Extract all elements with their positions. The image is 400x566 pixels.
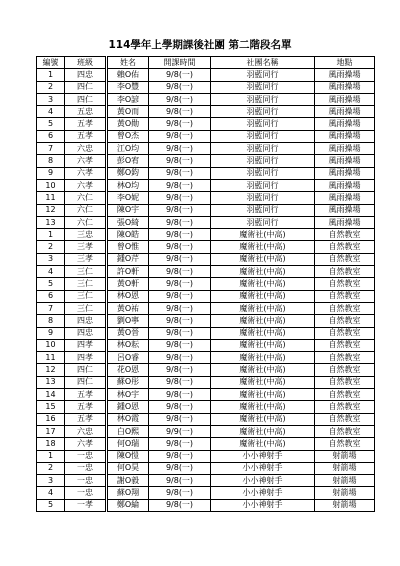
cell-club: 魔術社(中高) (211, 241, 315, 253)
cell-name: 陳O宇 (107, 204, 149, 216)
cell-name: 黃O祐 (107, 302, 149, 314)
table-row (37, 401, 375, 413)
cell-number: 4 (37, 487, 65, 499)
cell-club: 魔術社(中高) (211, 315, 315, 327)
cell-club: 羽藍同行 (211, 155, 315, 167)
cell-class: 一忠 (65, 462, 107, 474)
cell-time: 9/8(一) (149, 327, 211, 339)
cell-time: 9/8(一) (149, 93, 211, 105)
cell-class: 六忠 (65, 425, 107, 437)
cell-number: 5 (37, 118, 65, 130)
cell-class: 一忠 (65, 475, 107, 487)
cell-number: 2 (37, 81, 65, 93)
cell-name: 賴O佑 (107, 69, 149, 81)
cell-location: 射箭場 (315, 462, 375, 474)
cell-location: 風雨操場 (315, 167, 375, 179)
cell-name: 曾O杰 (107, 130, 149, 142)
cell-number: 4 (37, 266, 65, 278)
cell-location: 自然教室 (315, 253, 375, 265)
table-row (37, 413, 375, 425)
cell-club: 羽藍同行 (211, 81, 315, 93)
cell-class: 五孝 (65, 130, 107, 142)
cell-time: 9/8(一) (149, 155, 211, 167)
cell-number: 3 (37, 93, 65, 105)
cell-club: 魔術社(中高) (211, 425, 315, 437)
cell-location: 自然教室 (315, 290, 375, 302)
cell-name: 張O綺 (107, 216, 149, 228)
cell-number: 7 (37, 143, 65, 155)
cell-club: 羽藍同行 (211, 192, 315, 204)
table-row (37, 352, 375, 364)
cell-location: 自然教室 (315, 425, 375, 437)
cell-class: 四仁 (65, 364, 107, 376)
cell-name: 黃O軒 (107, 278, 149, 290)
cell-time: 9/8(一) (149, 376, 211, 388)
cell-time: 9/8(一) (149, 69, 211, 81)
table-row (37, 69, 375, 81)
cell-number: 17 (37, 425, 65, 437)
cell-location: 自然教室 (315, 315, 375, 327)
cell-club: 魔術社(中高) (211, 438, 315, 450)
cell-class: 六孝 (65, 438, 107, 450)
cell-class: 四忠 (65, 69, 107, 81)
table-row (37, 389, 375, 401)
cell-name: 蘇O翔 (107, 487, 149, 499)
cell-class: 四忠 (65, 315, 107, 327)
table-row (37, 339, 375, 351)
cell-number: 3 (37, 253, 65, 265)
cell-class: 一孝 (65, 499, 107, 511)
header-club: 社團名稱 (211, 57, 315, 69)
cell-name: 林O耘 (107, 339, 149, 351)
cell-time: 9/8(一) (149, 401, 211, 413)
cell-time: 9/8(一) (149, 438, 211, 450)
cell-location: 自然教室 (315, 339, 375, 351)
table-row (37, 81, 375, 93)
table-row (37, 462, 375, 474)
cell-class: 三仁 (65, 290, 107, 302)
cell-location: 風雨操場 (315, 192, 375, 204)
cell-club: 羽藍同行 (211, 118, 315, 130)
cell-club: 小小神射手 (211, 450, 315, 462)
cell-location: 風雨操場 (315, 69, 375, 81)
cell-club: 羽藍同行 (211, 216, 315, 228)
header-number: 編號 (37, 57, 65, 69)
cell-location: 自然教室 (315, 376, 375, 388)
table-row (37, 204, 375, 216)
cell-location: 風雨操場 (315, 81, 375, 93)
table-row (37, 376, 375, 388)
cell-time: 9/8(一) (149, 216, 211, 228)
header-time: 開課時間 (149, 57, 211, 69)
cell-club: 小小神射手 (211, 487, 315, 499)
table-row (37, 438, 375, 450)
cell-time: 9/8(一) (149, 167, 211, 179)
cell-name: 彭O宥 (107, 155, 149, 167)
cell-name: 許O軒 (107, 266, 149, 278)
cell-location: 自然教室 (315, 241, 375, 253)
table-row (37, 229, 375, 241)
cell-time: 9/8(一) (149, 487, 211, 499)
cell-location: 自然教室 (315, 352, 375, 364)
cell-time: 9/8(一) (149, 389, 211, 401)
table-row (37, 425, 375, 437)
table-row (37, 118, 375, 130)
cell-class: 四忠 (65, 327, 107, 339)
table-row (37, 475, 375, 487)
cell-club: 魔術社(中高) (211, 339, 315, 351)
cell-number: 6 (37, 290, 65, 302)
table-row (37, 278, 375, 290)
cell-number: 1 (37, 69, 65, 81)
cell-name: 鄭O綸 (107, 499, 149, 511)
cell-time: 9/8(一) (149, 192, 211, 204)
cell-number: 9 (37, 167, 65, 179)
cell-location: 自然教室 (315, 278, 375, 290)
cell-name: 李O妮 (107, 192, 149, 204)
cell-club: 魔術社(中高) (211, 376, 315, 388)
cell-club: 羽藍同行 (211, 93, 315, 105)
cell-location: 自然教室 (315, 302, 375, 314)
table-row (37, 167, 375, 179)
cell-number: 3 (37, 475, 65, 487)
cell-number: 10 (37, 179, 65, 191)
roster-table (36, 56, 375, 512)
cell-name: 黃O而 (107, 106, 149, 118)
cell-club: 魔術社(中高) (211, 401, 315, 413)
cell-name: 曾O惟 (107, 241, 149, 253)
cell-location: 自然教室 (315, 389, 375, 401)
cell-name: 陳O愷 (107, 450, 149, 462)
cell-class: 三仁 (65, 266, 107, 278)
cell-class: 三仁 (65, 302, 107, 314)
table-row (37, 179, 375, 191)
cell-time: 9/8(一) (149, 352, 211, 364)
cell-class: 六孝 (65, 167, 107, 179)
cell-time: 9/8(一) (149, 475, 211, 487)
cell-time: 9/8(一) (149, 130, 211, 142)
cell-class: 六孝 (65, 155, 107, 167)
cell-time: 9/8(一) (149, 364, 211, 376)
table-row (37, 106, 375, 118)
header-location: 地點 (315, 57, 375, 69)
cell-location: 自然教室 (315, 413, 375, 425)
cell-club: 魔術社(中高) (211, 229, 315, 241)
cell-number: 1 (37, 450, 65, 462)
cell-name: 白O熙 (107, 425, 149, 437)
table-row (37, 487, 375, 499)
cell-time: 9/8(一) (149, 81, 211, 93)
cell-number: 2 (37, 241, 65, 253)
cell-class: 六孝 (65, 179, 107, 191)
table-row (37, 130, 375, 142)
cell-class: 三忠 (65, 229, 107, 241)
cell-club: 羽藍同行 (211, 167, 315, 179)
cell-club: 魔術社(中高) (211, 327, 315, 339)
cell-name: 何O瑞 (107, 438, 149, 450)
cell-number: 12 (37, 204, 65, 216)
cell-class: 五孝 (65, 413, 107, 425)
cell-name: 花O恩 (107, 364, 149, 376)
cell-name: 呂O睿 (107, 352, 149, 364)
cell-location: 風雨操場 (315, 93, 375, 105)
cell-club: 羽藍同行 (211, 143, 315, 155)
table-header-row (37, 57, 375, 69)
cell-location: 風雨操場 (315, 216, 375, 228)
cell-club: 魔術社(中高) (211, 364, 315, 376)
cell-class: 六忠 (65, 143, 107, 155)
cell-name: 劉O寧 (107, 315, 149, 327)
cell-name: 鍾O芹 (107, 253, 149, 265)
cell-number: 7 (37, 302, 65, 314)
header-class: 班級 (65, 57, 107, 69)
cell-class: 一忠 (65, 487, 107, 499)
cell-class: 五孝 (65, 401, 107, 413)
cell-number: 1 (37, 229, 65, 241)
cell-number: 13 (37, 376, 65, 388)
cell-location: 風雨操場 (315, 106, 375, 118)
cell-location: 射箭場 (315, 450, 375, 462)
cell-time: 9/8(一) (149, 266, 211, 278)
cell-number: 16 (37, 413, 65, 425)
cell-name: 陳O皓 (107, 229, 149, 241)
cell-class: 四仁 (65, 376, 107, 388)
cell-number: 11 (37, 352, 65, 364)
cell-time: 9/8(一) (149, 290, 211, 302)
table-row (37, 155, 375, 167)
cell-location: 風雨操場 (315, 204, 375, 216)
cell-location: 射箭場 (315, 475, 375, 487)
cell-location: 自然教室 (315, 401, 375, 413)
cell-class: 四孝 (65, 339, 107, 351)
cell-name: 李O豐 (107, 81, 149, 93)
table-row (37, 302, 375, 314)
cell-name: 林O恩 (107, 290, 149, 302)
table-row (37, 241, 375, 253)
cell-number: 10 (37, 339, 65, 351)
cell-time: 9/8(一) (149, 241, 211, 253)
table-row (37, 216, 375, 228)
cell-number: 4 (37, 106, 65, 118)
cell-time: 9/8(一) (149, 278, 211, 290)
cell-class: 四仁 (65, 93, 107, 105)
cell-club: 魔術社(中高) (211, 302, 315, 314)
cell-number: 6 (37, 130, 65, 142)
cell-number: 13 (37, 216, 65, 228)
table-row (37, 290, 375, 302)
cell-club: 羽藍同行 (211, 130, 315, 142)
cell-time: 9/8(一) (149, 229, 211, 241)
cell-location: 射箭場 (315, 487, 375, 499)
cell-class: 三仁 (65, 278, 107, 290)
cell-location: 射箭場 (315, 499, 375, 511)
cell-class: 四仁 (65, 81, 107, 93)
cell-class: 五孝 (65, 118, 107, 130)
cell-location: 自然教室 (315, 364, 375, 376)
cell-club: 魔術社(中高) (211, 389, 315, 401)
table-row (37, 253, 375, 265)
cell-class: 六仁 (65, 216, 107, 228)
cell-class: 六仁 (65, 204, 107, 216)
cell-class: 四孝 (65, 352, 107, 364)
cell-number: 5 (37, 278, 65, 290)
cell-number: 11 (37, 192, 65, 204)
cell-location: 自然教室 (315, 229, 375, 241)
cell-name: 林O均 (107, 179, 149, 191)
cell-number: 12 (37, 364, 65, 376)
cell-club: 魔術社(中高) (211, 290, 315, 302)
cell-location: 風雨操場 (315, 130, 375, 142)
table-row (37, 93, 375, 105)
cell-name: 謝O毅 (107, 475, 149, 487)
cell-number: 9 (37, 327, 65, 339)
cell-location: 風雨操場 (315, 155, 375, 167)
cell-location: 自然教室 (315, 327, 375, 339)
cell-time: 9/8(一) (149, 106, 211, 118)
cell-class: 三孝 (65, 253, 107, 265)
cell-name: 鄭O鈞 (107, 167, 149, 179)
cell-club: 魔術社(中高) (211, 253, 315, 265)
cell-time: 9/8(一) (149, 499, 211, 511)
cell-time: 9/9(一) (149, 425, 211, 437)
cell-time: 9/8(一) (149, 253, 211, 265)
table-row (37, 327, 375, 339)
cell-club: 羽藍同行 (211, 69, 315, 81)
header-name: 姓名 (107, 57, 149, 69)
cell-class: 一忠 (65, 450, 107, 462)
table-row (37, 499, 375, 511)
cell-time: 9/8(一) (149, 204, 211, 216)
cell-club: 魔術社(中高) (211, 278, 315, 290)
cell-club: 魔術社(中高) (211, 352, 315, 364)
table-row (37, 192, 375, 204)
cell-number: 5 (37, 499, 65, 511)
cell-class: 五孝 (65, 389, 107, 401)
cell-number: 15 (37, 401, 65, 413)
cell-number: 14 (37, 389, 65, 401)
cell-number: 18 (37, 438, 65, 450)
cell-class: 五忠 (65, 106, 107, 118)
cell-club: 魔術社(中高) (211, 413, 315, 425)
cell-number: 8 (37, 315, 65, 327)
cell-club: 羽藍同行 (211, 106, 315, 118)
cell-location: 自然教室 (315, 266, 375, 278)
cell-class: 六仁 (65, 192, 107, 204)
cell-name: 林O宇 (107, 389, 149, 401)
cell-name: 何O昊 (107, 462, 149, 474)
cell-name: 蘇O彤 (107, 376, 149, 388)
cell-club: 小小神射手 (211, 475, 315, 487)
cell-time: 9/8(一) (149, 315, 211, 327)
cell-club: 小小神射手 (211, 499, 315, 511)
cell-name: 林O霞 (107, 413, 149, 425)
table-row (37, 450, 375, 462)
cell-name: 江O均 (107, 143, 149, 155)
table-row (37, 143, 375, 155)
page-title: 114學年上學期課後社團 第二階段名單 (108, 39, 292, 51)
cell-club: 魔術社(中高) (211, 266, 315, 278)
cell-location: 風雨操場 (315, 118, 375, 130)
cell-location: 風雨操場 (315, 179, 375, 191)
cell-name: 黃O勛 (107, 118, 149, 130)
cell-class: 三孝 (65, 241, 107, 253)
cell-number: 8 (37, 155, 65, 167)
cell-time: 9/8(一) (149, 118, 211, 130)
table-row (37, 315, 375, 327)
table-row (37, 364, 375, 376)
cell-club: 羽藍同行 (211, 179, 315, 191)
cell-location: 風雨操場 (315, 143, 375, 155)
cell-number: 2 (37, 462, 65, 474)
cell-time: 9/8(一) (149, 302, 211, 314)
cell-name: 黃O晉 (107, 327, 149, 339)
cell-location: 自然教室 (315, 438, 375, 450)
cell-time: 9/8(一) (149, 339, 211, 351)
table-row (37, 266, 375, 278)
cell-time: 9/8(一) (149, 462, 211, 474)
cell-time: 9/8(一) (149, 450, 211, 462)
cell-club: 小小神射手 (211, 462, 315, 474)
cell-time: 9/8(一) (149, 413, 211, 425)
cell-name: 鍾O恩 (107, 401, 149, 413)
cell-name: 李O諺 (107, 93, 149, 105)
cell-time: 9/8(一) (149, 143, 211, 155)
cell-time: 9/8(一) (149, 179, 211, 191)
cell-club: 羽藍同行 (211, 204, 315, 216)
